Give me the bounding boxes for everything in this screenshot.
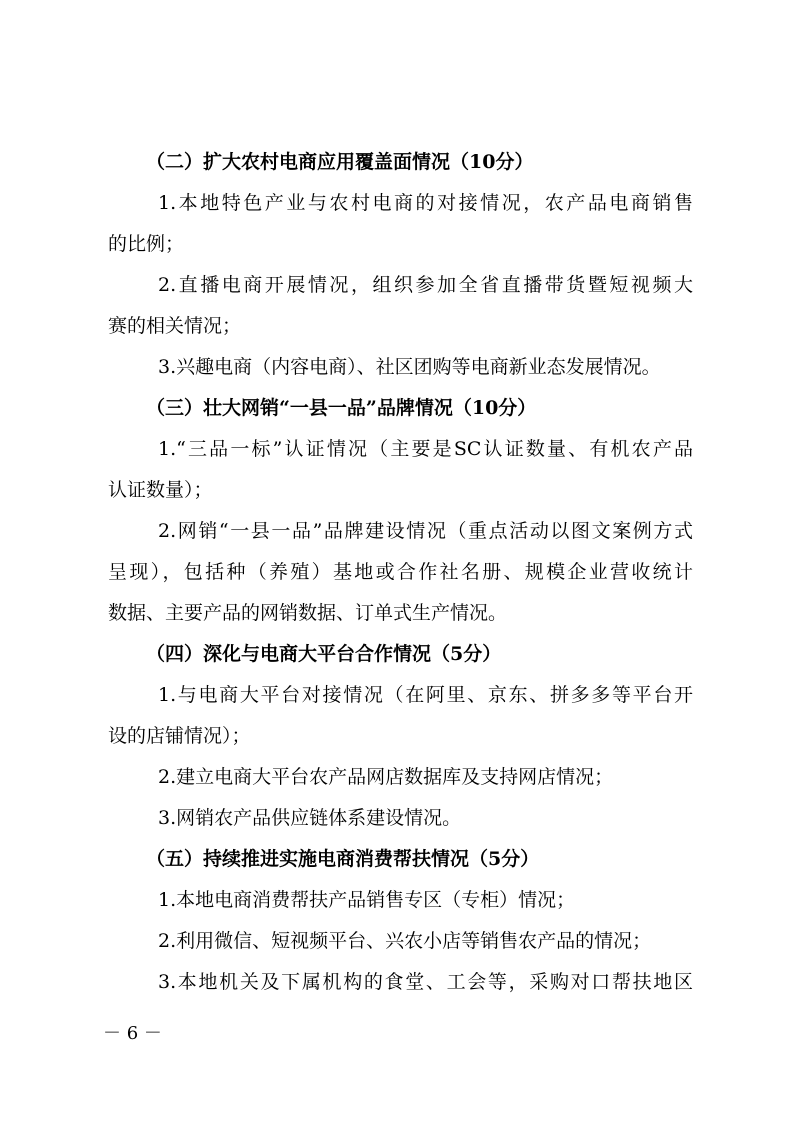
paragraph-line: 3.本地机关及下属机构的食堂、工会等，采购对口帮扶地区: [158, 971, 693, 993]
paragraph-line: 1.“三品一标”认证情况（主要是SC认证数量、有机农产品: [158, 438, 693, 460]
section-heading-3: （三）壮大网销“一县一品”品牌情况（10分）: [146, 397, 537, 419]
section-heading-5: （五）持续推进实施电商消费帮扶情况（5分）: [146, 848, 540, 870]
paragraph-line: 赛的相关情况；: [108, 315, 242, 337]
paragraph-line: 数据、主要产品的网销数据、订单式生产情况。: [108, 602, 508, 624]
paragraph-line: 设的店铺情况）；: [108, 725, 251, 747]
paragraph-line: 3.网销农产品供应链体系建设情况。: [158, 807, 462, 829]
paragraph-line: 1.本地特色产业与农村电商的对接情况，农产品电商销售: [158, 192, 693, 214]
paragraph-line: 1.本地电商消费帮扶产品销售专区（专柜）情况；: [158, 889, 576, 911]
section-heading-4: （四）深化与电商大平台合作情况（5分）: [146, 643, 502, 665]
paragraph-line: 2.利用微信、短视频平台、兴农小店等销售农产品的情况；: [158, 930, 652, 952]
paragraph-line: 1.与电商大平台对接情况（在阿里、京东、拼多多等平台开: [158, 684, 693, 706]
paragraph-line: 2.直播电商开展情况，组织参加全省直播带货暨短视频大: [158, 274, 693, 296]
paragraph-line: 认证数量）；: [108, 479, 213, 501]
paragraph-line: 2.建立电商大平台农产品网店数据库及支持网店情况；: [158, 766, 614, 788]
paragraph-line: 呈现），包括种（养殖）基地或合作社名册、规模企业营收统计: [108, 561, 693, 583]
paragraph-line: 3.兴趣电商（内容电商）、社区团购等电商新业态发展情况。: [158, 356, 661, 378]
paragraph-line: 的比例；: [108, 233, 185, 255]
page-number: － 6 －: [103, 1023, 162, 1044]
section-heading-2: （二）扩大农村电商应用覆盖面情况（10分）: [146, 151, 534, 173]
paragraph-line: 2.网销“一县一品”品牌建设情况（重点活动以图文案例方式: [158, 520, 693, 542]
